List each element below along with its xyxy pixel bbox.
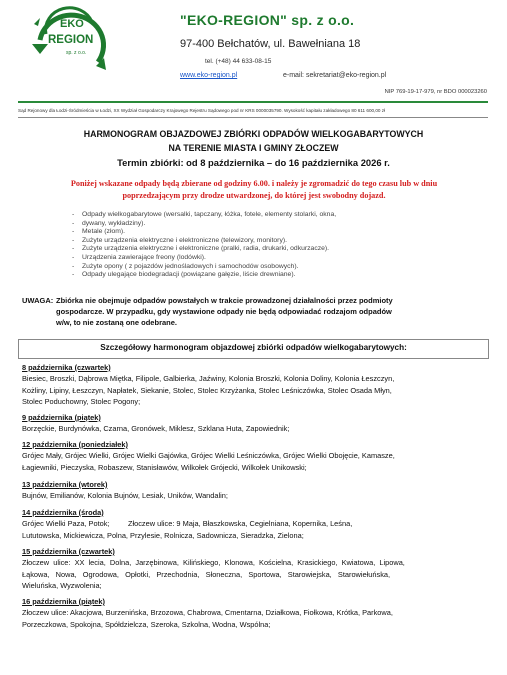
schedule-day-heading: 16 października (piątek)	[22, 597, 105, 606]
waste-item: - Zużyte urządzenia elektryczne i elektroniczne (telewizory, monitory).	[72, 237, 467, 246]
locations-line: Łagiewniki, Pieczyska, Robaszew, Stanisławów, Wilkołek Grójecki, Wilkołek Unikowski;	[22, 462, 307, 472]
company-email: e-mail: sekretariat@eko-region.pl	[283, 72, 387, 79]
waste-item: - Urządzenia zawierające freony (lodówki).	[72, 254, 467, 263]
locations-line: Złoczew ulice: Akacjowa, Burzenińska, Brzozowa, Chabrowa, Cmentarna, Działkowa, Fiołkowa, Krótka, Parkowa,	[22, 608, 393, 617]
schedule-day-locations	[22, 373, 487, 408]
logo-region: REGION	[48, 34, 94, 46]
locations-line: Wieluńska, Wyzwolenia;	[22, 581, 102, 590]
doc-title-line1: HARMONOGRAM OBJAZDOWEJ ZBIÓRKI ODPADÓW WIELKOGABARYTOWYCH	[83, 129, 424, 139]
company-name: "EKO-REGION" sp. z o.o.	[180, 12, 355, 28]
schedule-day-heading: 9 października (piątek)	[22, 413, 101, 422]
company-address: 97-400 Bełchatów, ul. Bawełniana 18	[180, 38, 361, 50]
locations-line: Porzeczkowa, Spokojna, Spółdzielcza, Szeroka, Szkolna, Wodna, Wspólna;	[22, 619, 271, 629]
uwaga-line3: w/w, to nie zostaną one odebrane.	[56, 318, 177, 327]
locations-line: Lututowska, Mickiewicza, Polna, Przylesie, Rolnicza, Sadownicza, Sieradzka, Zielona;	[22, 530, 304, 540]
schedule-day-locations	[22, 557, 487, 592]
locations-line: Stolec Poduchowny, Stolec Pogony;	[22, 397, 141, 406]
waste-item: - Zużyte opony ( z pojazdów jednośladowych i samochodów osobowych).	[72, 263, 467, 272]
schedule-day-heading: 8 października (czwartek)	[22, 363, 111, 372]
schedule-day-heading: 12 października (poniedziałek)	[22, 440, 128, 449]
schedule-day-locations	[22, 423, 487, 435]
logo-eko: EKO	[60, 18, 84, 30]
waste-item: - Metale (złom).	[72, 228, 467, 237]
schedule-day-heading: 15 października (czwartek)	[22, 547, 115, 556]
schedule-day-locations	[22, 607, 487, 630]
doc-title-line2: NA TERENIE MIASTA I GMINY ZŁOCZEW	[168, 143, 339, 153]
court-register-note: Sąd Rejonowy dla Łodzi-Śródmieścia w Łodzi, XX Wydział Gospodarczy Krajowego Rejestru Sądowego pod nr KRS 0000035790. Wysokość kapitału zakładowego 80 611 600,00 zł	[18, 108, 386, 113]
waste-item: - Odpady wielkogabarytowe (wersalki, tapczany, łóżka, fotele, elementy stolarki, okna,	[72, 211, 467, 220]
locations-line: Grójec Wielki Paza, Potok; Złoczew ulice: 9 Maja, Błaszkowska, Cegielniana, Kopernika, Leśna,	[22, 519, 353, 528]
notice-line2: poprzedzającym przy drodze utwardzonej, do której jest swobodny dojazd.	[122, 191, 386, 200]
locations-line: Borzęckie, Burdynówka, Czarna, Gronówek, Miklesz, Szklana Huta, Zapowiednik;	[22, 424, 290, 433]
logo-spzoo: sp. z o.o.	[66, 50, 87, 56]
uwaga-line1: Zbiórka nie obejmuje odpadów powstałych w trakcie prowadzonej działalności przez podmioty	[56, 296, 393, 305]
notice-line1: Poniżej wskazane odpady będą zbierane od godziny 6.00. i należy je zgromadzić do tego czasu lub w dniu	[70, 179, 438, 188]
court-divider	[18, 117, 488, 118]
schedule-day-heading: 14 października (środa)	[22, 508, 104, 517]
header-divider	[18, 101, 488, 103]
schedule-day-heading: 13 października (wtorek)	[22, 480, 108, 489]
schedule-day-locations	[22, 450, 487, 473]
company-logo	[26, 4, 118, 76]
schedule-day-locations	[22, 518, 487, 541]
locations-line: Bujnów, Emilianów, Kolonia Bujnów, Lesiak, Uników, Wandalin;	[22, 491, 228, 500]
locations-line: Grójec Mały, Grójec Wielki, Grójec Wielki Gajówka, Grójec Wielki Leśniczówka, Grójec Wielki Obojęcie, Kamasze,	[22, 451, 395, 460]
waste-types-list	[72, 211, 467, 280]
waste-item: - Odpady ulegające biodegradacji (powiązane gałęzie, liście drewniane).	[72, 271, 467, 280]
locations-line: Biesiec, Broszki, Dąbrowa Miętka, Filipole, Galbierka, Jaźwiny, Kolonia Broszki, Kolonia Doliny, Kolonia Łeszczyn,	[22, 374, 395, 383]
company-phone: tel. (+48) 44 633-08-15	[205, 58, 272, 65]
schedule-day-locations	[22, 490, 487, 502]
website-link[interactable]: www.eko-region.pl	[180, 72, 238, 79]
nip-number: NIP 769-19-17-979, nr BDO 000023260	[384, 89, 487, 95]
locations-line: Złoczew ulice: XX lecia, Dolna, Jarzębinowa, Kilińskiego, Klonowa, Kościelna, Krasickiego, Kwiatowa, Lipowa,	[22, 558, 405, 567]
waste-item: - dywany, wykładziny).	[72, 220, 467, 229]
locations-line: Kożliny, Lipiny, Łeszczyn, Napłatek, Siekanie, Stolec, Stolec Krzyżanka, Stolec Leśniczówka, Stolec Osada Młyn,	[22, 385, 392, 395]
waste-item: - Zużyte urządzenia elektryczne i elektroniczne (pralki, radia, drukarki, odkurzacze).	[72, 245, 467, 254]
locations-line: Łąkowa, Nowa, Ogrodowa, Opłotki, Przechodnia, Słoneczna, Sportowa, Starowiejska, Starowiełuńska,	[22, 569, 391, 579]
uwaga-line2: gospodarcze. W przypadku, gdy wystawione odpady nie będą odpowiadać rodzajom odpadów	[56, 307, 392, 316]
doc-title-dates: Termin zbiórki: od 8 października – do 16 października 2026 r.	[117, 157, 390, 168]
schedule-title: Szczegółowy harmonogram objazdowej zbiórki odpadów wielkogabarytowych:	[100, 343, 407, 352]
uwaga-label: UWAGA:	[22, 296, 54, 305]
